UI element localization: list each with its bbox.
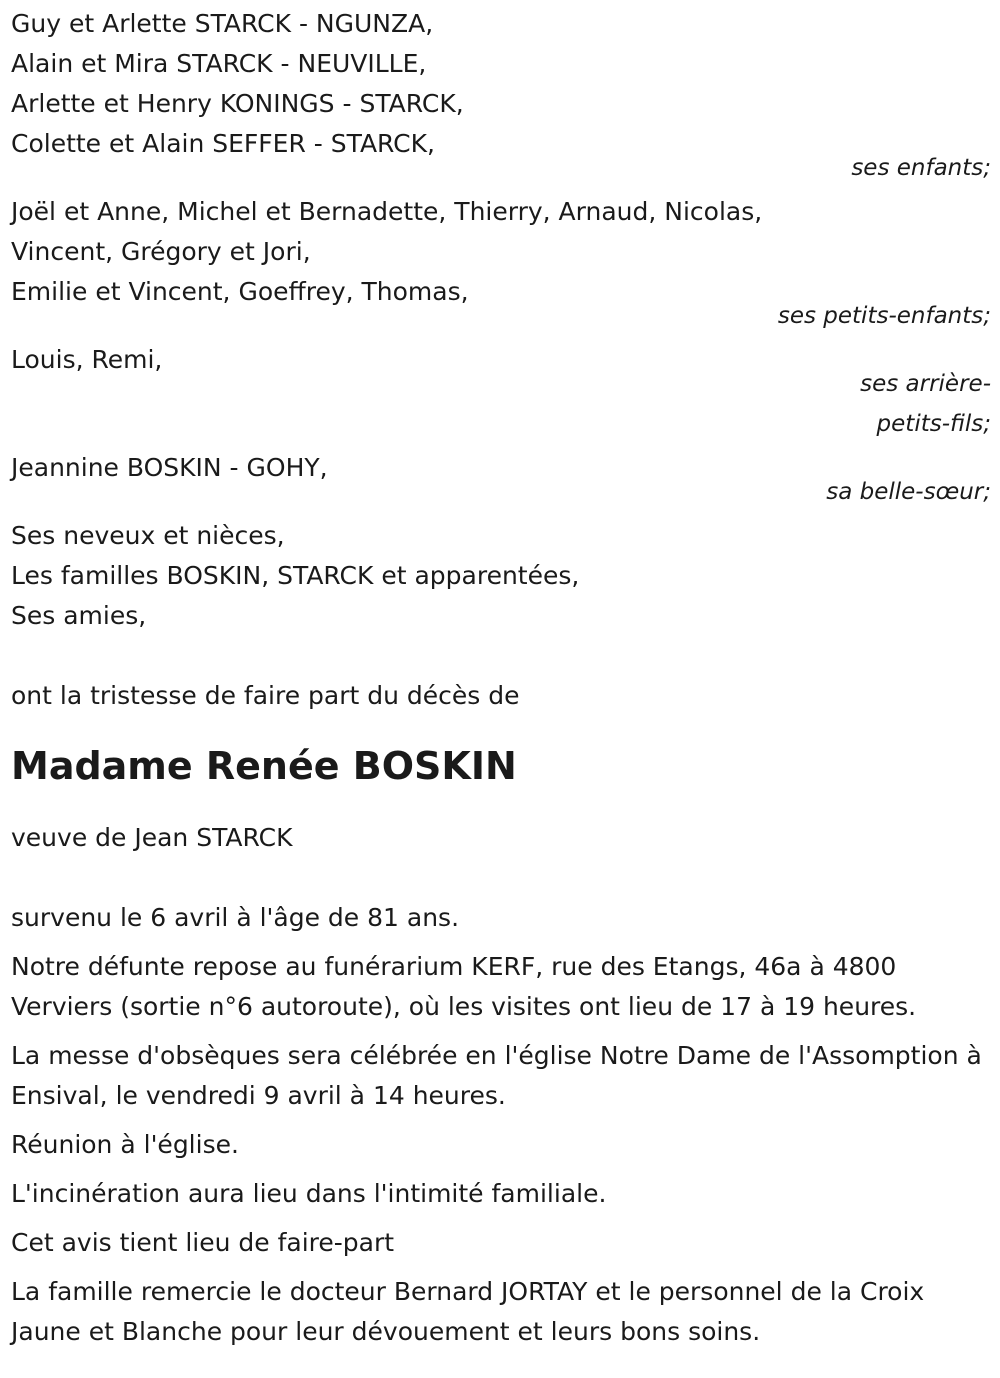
family-line: Alain et Mira STARCK - NEUVILLE,	[11, 49, 427, 78]
family-line: Ses neveux et nièces,	[11, 521, 285, 550]
children-group	[11, 4, 991, 188]
great-grandchildren-group	[11, 340, 991, 444]
obituary-notice	[11, 4, 991, 1352]
paragraph-visitation: Notre défunte repose au funérarium KERF, rue des Etangs, 46a à 4800 Verviers (sortie n°6 autoroute), où les visites ont lieu de 17 à 19 heures.	[11, 952, 917, 1021]
family-line: Emilie et Vincent, Goeffrey, Thomas,	[11, 277, 469, 306]
paragraph-date: survenu le 6 avril à l'âge de 81 ans.	[11, 903, 460, 932]
paragraph-mass: La messe d'obsèques sera célébrée en l'église Notre Dame de l'Assomption à Ensival, le vendredi 9 avril à 14 heures.	[11, 1041, 982, 1110]
others-group	[11, 516, 991, 636]
paragraph-thanks: La famille remercie le docteur Bernard JORTAY et le personnel de la Croix Jaune et Blanche pour leur dévouement et leurs bons soins.	[11, 1277, 925, 1346]
sister-in-law-group	[11, 448, 991, 512]
paragraph-notice: Cet avis tient lieu de faire-part	[11, 1228, 395, 1257]
family-line: Louis, Remi,	[11, 345, 163, 374]
family-line: Joël et Anne, Michel et Bernadette, Thierry, Arnaud, Nicolas,	[11, 197, 763, 226]
relation-label: sa belle-sœur;	[826, 479, 991, 505]
grandchildren-group	[11, 192, 991, 336]
paragraph-meeting: Réunion à l'église.	[11, 1130, 239, 1159]
family-line: Arlette et Henry KONINGS - STARCK,	[11, 89, 464, 118]
relation-label: ses arrière-	[860, 371, 991, 397]
family-line: Guy et Arlette STARCK - NGUNZA,	[11, 9, 434, 38]
widow-of-text: veuve de Jean STARCK	[11, 823, 293, 852]
family-line: Les familles BOSKIN, STARCK et apparentées,	[11, 561, 580, 590]
relation-label: ses enfants;	[851, 155, 991, 181]
paragraph-cremation: L'incinération aura lieu dans l'intimité familiale.	[11, 1179, 607, 1208]
family-line: Jeannine BOSKIN - GOHY,	[11, 453, 328, 482]
deceased-name: Madame Renée BOSKIN	[11, 744, 517, 788]
family-line: Colette et Alain SEFFER - STARCK,	[11, 129, 435, 158]
family-line: Ses amies,	[11, 601, 147, 630]
relation-label: petits-fils;	[876, 411, 991, 437]
announcement-text: ont la tristesse de faire part du décès de	[11, 681, 520, 710]
relation-label: ses petits-enfants;	[777, 303, 991, 329]
family-line: Vincent, Grégory et Jori,	[11, 237, 311, 266]
